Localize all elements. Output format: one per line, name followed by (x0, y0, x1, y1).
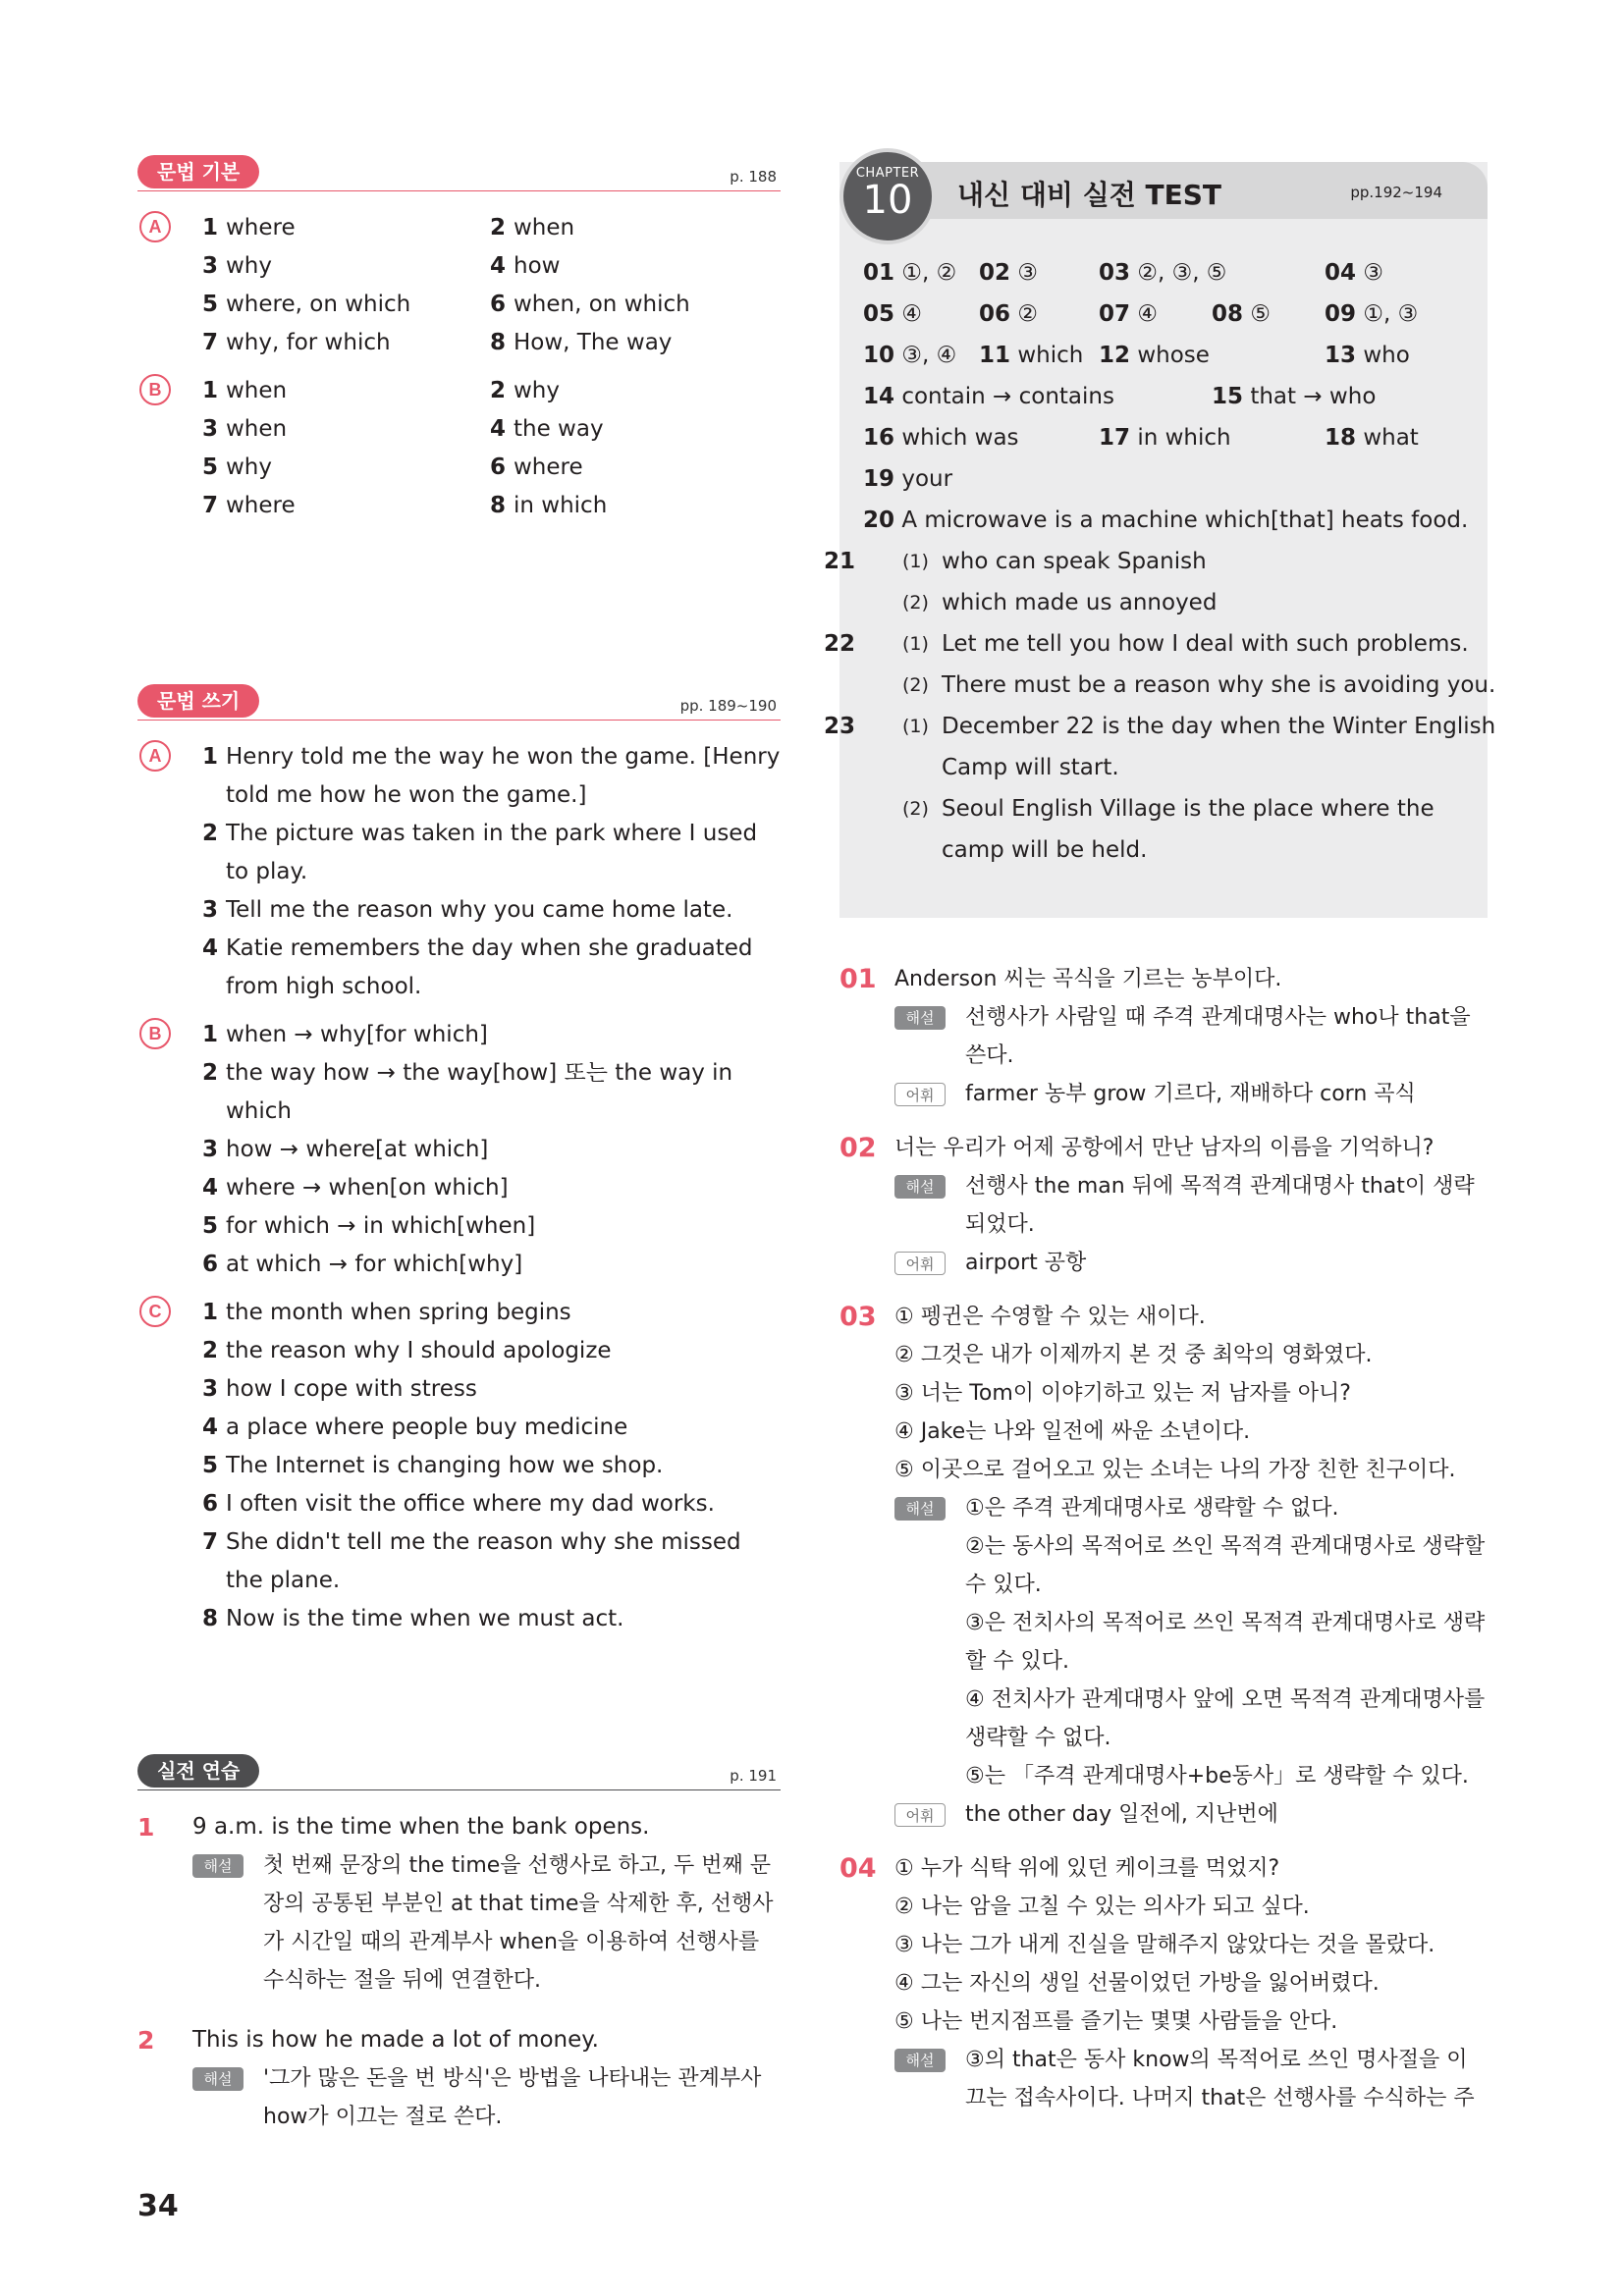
explanation-tag: 해설 (894, 1006, 946, 1030)
test-title: 내신 대비 실전 TEST (957, 179, 1222, 211)
explanations (839, 960, 1488, 2133)
answer-item: 4 Katie remembers the day when she graduated from high school. (202, 935, 753, 999)
explanation-item (839, 1849, 1488, 2117)
answer-item: 2 the way how → the way[how] 또는 the way in which (202, 1060, 733, 1124)
item-number: 03 (839, 1302, 877, 1332)
answer-21: 21 (1) who can speak Spanish (2) which made us annoyed (824, 549, 1218, 615)
section-header (137, 684, 781, 721)
answer-item: 1 when (202, 378, 288, 403)
translation-line: ⑤ 이곳으로 걸어오고 있는 소녀는 나의 가장 친한 친구이다. (894, 1458, 1456, 1482)
test-answers (824, 219, 1496, 871)
translation-line: ④ Jake는 나와 일전에 싸운 소년이다. (894, 1419, 1251, 1444)
section-title: 실전 연습 (137, 1754, 259, 1788)
answer-item: 8 How, The way (490, 330, 673, 355)
explanation-tag: 해설 (894, 1497, 946, 1521)
translation-line: ② 그것은 내가 이제까지 본 것 중 최악의 영화였다. (894, 1343, 1373, 1367)
translation-line: ① 누가 식탁 위에 있던 케이크를 먹었지? (894, 1856, 1280, 1881)
chapter-test-box (824, 162, 1496, 918)
answer-row: 16 which was 17 in which 18 what (863, 425, 1419, 451)
vocabulary-tag: 어휘 (894, 1803, 946, 1827)
answer-item: 8 Now is the time when we must act. (202, 1606, 624, 1631)
circle-letter: C (139, 1296, 171, 1327)
section-header (137, 155, 781, 191)
answer-item: 3 Tell me the reason why you came home late. (202, 897, 733, 923)
answer-group-c (137, 1294, 781, 1638)
translation-line: ⑤ 나는 번지점프를 즐기는 몇몇 사람들을 안다. (894, 2009, 1338, 2034)
answer-item: 3 how I cope with stress (202, 1376, 477, 1402)
answer-item: 2 the reason why I should apologize (202, 1338, 612, 1363)
explanation: 해설 첫 번째 문장의 the time을 선행사로 하고, 두 번째 문장의 공통된 부분인 at that time을 삭제한 후, 선행사가 시간일 때의 관계부사 when을 이용하여 선행사를 수식하는 절을 뒤에 연결한다. (192, 1846, 781, 2000)
item-number: 02 (839, 1133, 877, 1163)
page-ref: p. 191 (730, 1767, 777, 1785)
practice-item (137, 1808, 781, 2000)
answer-item: 4 how (490, 253, 561, 279)
answer-row: 10 ③, ④ 11 which 12 whose 13 who (863, 343, 1410, 368)
answer-item: 1 Henry told me the way he won the game. [Henry told me how he won the game.] (202, 744, 781, 808)
answer-item: 2 why (490, 378, 560, 403)
page-number: 34 (137, 2189, 179, 2223)
section-header (137, 1754, 781, 1790)
answer-item: 4 the way (490, 416, 604, 442)
answer-item: 3 why (202, 253, 272, 279)
item-number: 01 (839, 964, 877, 994)
answer-item: 6 where (490, 454, 583, 480)
vocabulary: 어휘 airport 공항 (894, 1244, 1488, 1282)
answer-item: 6 I often visit the office where my dad works. (202, 1491, 715, 1517)
circle-letter: B (139, 1018, 171, 1049)
explanation: 해설 ①은 주격 관계대명사로 생략할 수 없다. ②는 동사의 목적어로 쓰인 목적격 관계대명사로 생략할 수 있다. ③은 전치사의 목적어로 쓰인 목적격 관계대명사로 생략할 수 있다. ④ 전치사가 관계대명사 앞에 오면 목적격 관계대명사를 생략할 수 없다. ⑤는 「주격 관계대명사+be동사」로 생략할 수 있다. (894, 1489, 1488, 1795)
answer-item: 4 where → when[on which] (202, 1175, 509, 1201)
answer-item: 3 when (202, 416, 288, 442)
answer-group-b (137, 1016, 781, 1284)
answer-row: 14 contain → contains 15 that → who (863, 384, 1377, 409)
translation-line: ② 나는 암을 고칠 수 있는 의사가 되고 싶다. (894, 1895, 1310, 1919)
item-number: 1 (137, 1813, 155, 1842)
answer-group-a (137, 738, 781, 1006)
explanation: 해설 선행사가 사람일 때 주격 관계대명사는 who나 that을 쓴다. (894, 998, 1488, 1075)
explanation-item (839, 1129, 1488, 1282)
answer-row: 19 your (863, 466, 953, 492)
page-ref: p. 188 (730, 168, 777, 186)
answer-row: 20 A microwave is a machine which[that] heats food. (863, 507, 1469, 533)
section-title: 문법 쓰기 (137, 684, 259, 718)
practice-item (137, 2021, 781, 2136)
vocabulary-tag: 어휘 (894, 1252, 946, 1275)
explanation: 해설 '그가 많은 돈을 번 방식'은 방법을 나타내는 관계부사 how가 이끄는 절로 쓴다. (192, 2059, 781, 2136)
vocabulary: 어휘 farmer 농부 grow 기르다, 재배하다 corn 곡식 (894, 1075, 1488, 1113)
explanation-tag: 해설 (894, 1175, 946, 1199)
grammar-writing-section (137, 684, 781, 1648)
explanation: 해설 ③의 that은 동사 know의 목적어로 쓰인 명사절을 이끄는 접속사이다. 나머지 that은 선행사를 수식하는 주 (894, 2041, 1488, 2117)
answer-item: 5 The Internet is changing how we shop. (202, 1453, 664, 1478)
vocabulary: 어휘 the other day 일전에, 지난번에 (894, 1795, 1488, 1834)
explanation-tag: 해설 (192, 1854, 244, 1878)
answer-group-a (137, 209, 781, 362)
answer-22: 22 (1) Let me tell you how I deal with such problems. (2) There must be a reason why she is avoiding you. (824, 631, 1496, 698)
explanation-tag: 해설 (894, 2049, 946, 2072)
answer-item: 5 where, on which (202, 292, 411, 317)
vocabulary-tag: 어휘 (894, 1083, 946, 1106)
chapter-badge: CHAPTER 10 (839, 148, 936, 244)
answer-23: 23 (1) December 22 is the day when the Winter English Camp will start. (2) Seoul English Village is the place where the camp will be held. (824, 714, 1496, 863)
practice-section (137, 1754, 781, 2150)
answer-item: 5 for which → in which[when] (202, 1213, 536, 1239)
test-title-bar (869, 162, 1488, 219)
item-number: 2 (137, 2026, 155, 2055)
circle-letter: A (139, 211, 171, 242)
answer-group-b (137, 372, 781, 525)
item-number: 04 (839, 1853, 877, 1884)
answer-item: 2 The picture was taken in the park where I used to play. (202, 821, 758, 884)
answer-item: 6 when, on which (490, 292, 690, 317)
translation-line: ① 펭귄은 수영할 수 있는 새이다. (894, 1305, 1206, 1329)
section-title: 문법 기본 (137, 155, 259, 188)
answer-item: 6 at which → for which[why] (202, 1252, 523, 1277)
translation: Anderson 씨는 곡식을 기르는 농부이다. (894, 967, 1282, 991)
translation-line: ③ 너는 Tom이 이야기하고 있는 저 남자를 아니? (894, 1381, 1351, 1406)
circle-letter: B (139, 374, 171, 405)
answer-text: 9 a.m. is the time when the bank opens. (192, 1814, 650, 1840)
translation-line: ④ 그는 자신의 생일 선물이었던 가방을 잃어버렸다. (894, 1971, 1380, 1996)
answer-item: 5 why (202, 454, 272, 480)
answer-row: 01 ①, ② 02 ③ 03 ②, ③, ⑤ 04 ③ (863, 260, 1383, 286)
answer-item: 2 when (490, 215, 575, 240)
circle-letter: A (139, 740, 171, 772)
page-ref: pp. 189~190 (679, 697, 777, 715)
answer-item: 7 where (202, 493, 296, 518)
answer-item: 7 why, for which (202, 330, 391, 355)
answer-item: 8 in which (490, 493, 608, 518)
answer-item: 3 how → where[at which] (202, 1137, 489, 1162)
explanation-item (839, 1298, 1488, 1834)
answer-text: This is how he made a lot of money. (192, 2027, 599, 2053)
grammar-basic-section (137, 155, 781, 535)
translation-line: ③ 나는 그가 내게 진실을 말해주지 않았다는 것을 몰랐다. (894, 1933, 1435, 1957)
explanation-item (839, 960, 1488, 1113)
answer-item: 1 where (202, 215, 296, 240)
explanation: 해설 선행사 the man 뒤에 목적격 관계대명사 that이 생략되었다. (894, 1167, 1488, 1244)
answer-row: 05 ④ 06 ② 07 ④ 08 ⑤ 09 ①, ③ (863, 301, 1419, 327)
answer-item: 7 She didn't tell me the reason why she missed the plane. (202, 1529, 741, 1593)
answer-item: 1 when → why[for which] (202, 1022, 488, 1047)
page-ref: pp.192~194 (1350, 184, 1442, 201)
answer-item: 1 the month when spring begins (202, 1300, 571, 1325)
explanation-tag: 해설 (192, 2067, 244, 2091)
answer-item: 4 a place where people buy medicine (202, 1415, 628, 1440)
translation: 너는 우리가 어제 공항에서 만난 남자의 이름을 기억하니? (894, 1136, 1435, 1160)
